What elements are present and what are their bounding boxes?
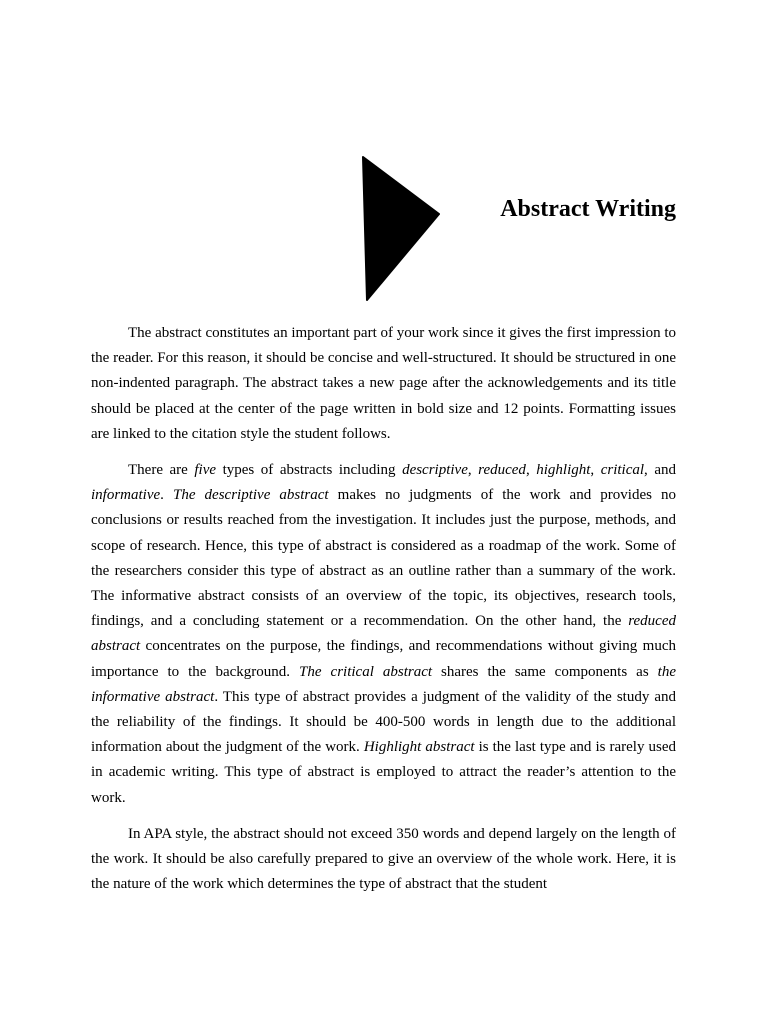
italic-text: descriptive [402, 462, 468, 479]
italic-text: reduced abstract [91, 613, 676, 655]
paragraph [91, 458, 676, 811]
text-run: concentrates on the purpose, the findings, and recommendations without giving much importance to the background. [91, 638, 676, 680]
italic-text: five [194, 462, 217, 479]
text-run: , [467, 462, 479, 479]
italic-text: highlight [536, 462, 591, 479]
text-run: There are [128, 462, 195, 479]
paragraph [91, 321, 676, 447]
paragraph [91, 822, 676, 898]
text-run: . This type of abstract provides a judgment of the validity of the study and the reliability of the findings. It should be 400-500 words in length due to the additional information about the judgment of the work. [91, 688, 676, 756]
italic-text: the informative abstract [91, 663, 676, 705]
page-title: Abstract Writing [500, 196, 676, 222]
text-run: shares the same components as [432, 663, 658, 680]
italic-text: The descriptive abstract [172, 487, 329, 504]
italic-text: Highlight abstract [363, 739, 475, 756]
text-run: , [590, 462, 601, 479]
text-run: , [525, 462, 537, 479]
document-body [91, 321, 676, 908]
italic-text: informative [91, 487, 161, 504]
text-run: . [160, 487, 173, 504]
italic-text: The critical abstract [299, 663, 433, 680]
text-run: The abstract constitutes an important part of your work since it gives the first impression to the reader. For this reason, it should be concise and well-structured. It should be structured in one non-indented paragraph. The abstract takes a new page after the acknowledgements and its title should be placed at the center of the page written in bold size and 12 points. Formatting issues are linked to the citation style the student follows. [91, 325, 676, 442]
text-run: is the last type and is rarely used in academic writing. This type of abstract is employed to attract the reader’s attention to the work. [91, 739, 676, 806]
text-run: In APA style, the abstract should not exceed 350 words and depend largely on the length of the work. It should be also carefully prepared to give an overview of the whole work. Here, it is the nature of the work which determines the type of abstract that the student [91, 825, 676, 893]
italic-text: critical [600, 462, 645, 479]
italic-text: reduced [478, 462, 526, 479]
text-run: makes no judgments of the work and provides no conclusions or results reached from the investigation. It includes just the purpose, methods, and scope of research. Hence, this type of abstract is considered as a roadmap of the work. Some of the researchers consider this type of abstract as an outline rather than a summary of the work. The informative abstract consists of an overview of the topic, its objectives, research tools, findings, and a concluding statement or a recommendation. On the other hand, the [91, 487, 677, 630]
text-run: , and [644, 462, 676, 479]
text-run: types of abstracts including [216, 462, 403, 479]
triangle-graphic [360, 155, 442, 302]
